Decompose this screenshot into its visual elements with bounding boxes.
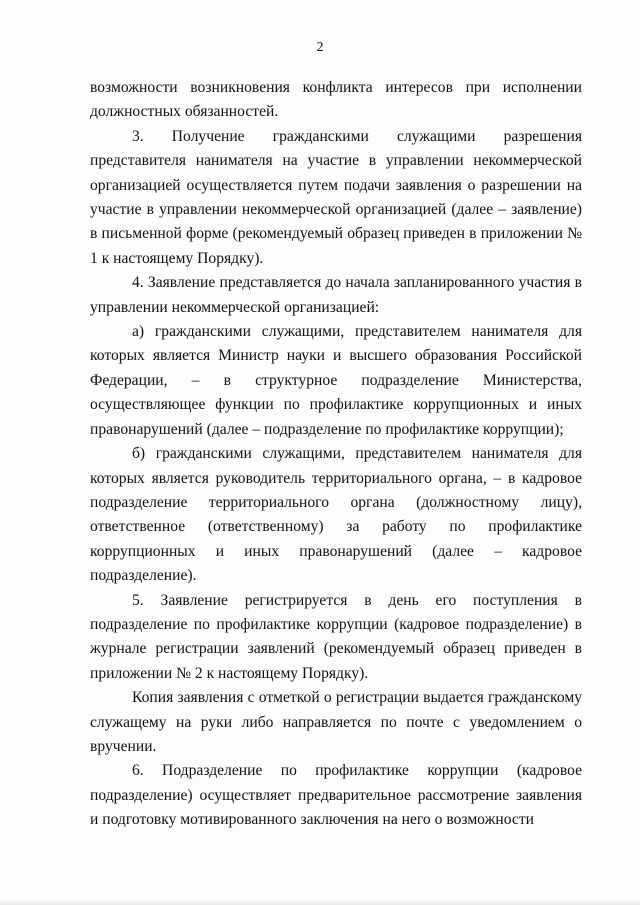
page-number: 2 [316,40,324,55]
paragraph-item-4: 4. Заявление представляется до начала запланированного участия в управлении некоммерческой организацией: [90,274,582,316]
paragraph-copy-notice: Копия заявления с отметкой о регистрации выдается гражданскому служащему на руки либо направляется по почте с уведомлением о вручении. [90,689,582,755]
paragraph-item-3: 3. Получение гражданскими служащими разрешения представителя нанимателя на участие в управлении некоммерческой организацией осуществляется путем подачи заявления о разрешении на участие в управлении некоммерческой организацией (далее – заявление) в письменной форме (рекомендуемый образец приведен в приложении № 1 к настоящему Порядку). [90,127,582,267]
paragraph-continuation: возможности возникновения конфликта интересов при исполнении должностных обязанностей. [90,79,582,121]
paragraph-item-5: 5. Заявление регистрируется в день его поступления в подразделение по профилактике коррупции (кадровое подразделение) в журнале регистрации заявлений (рекомендуемый образец приведен в приложении № 2 к настоящему Порядку). [90,591,582,682]
paragraph-item-4a: а) гражданскими служащими, представителем нанимателя для которых является Министр науки и высшего образования Российской Федерации, – в структурное подразделение Министерства, осуществляющее функции по профилактике коррупционных и иных правонарушений (далее – подразделение по профилактике коррупции); [90,323,582,438]
paragraph-item-6: 6. Подразделение по профилактике коррупции (кадровое подразделение) осуществляет предварительное рассмотрение заявления и подготовку мотивированного заключения на него о возможности [90,762,582,829]
paragraph-item-4b: б) гражданскими служащими, представителем нанимателя для которых является руководитель территориального органа, – в кадровое подразделение территориального органа (должностному лицу), ответственное (ответственному) за работу по профилактике коррупционных и иных правонарушений (далее – кадровое подразделение). [90,445,582,585]
page-bottom-edge [0,899,640,905]
document-body [90,76,582,833]
